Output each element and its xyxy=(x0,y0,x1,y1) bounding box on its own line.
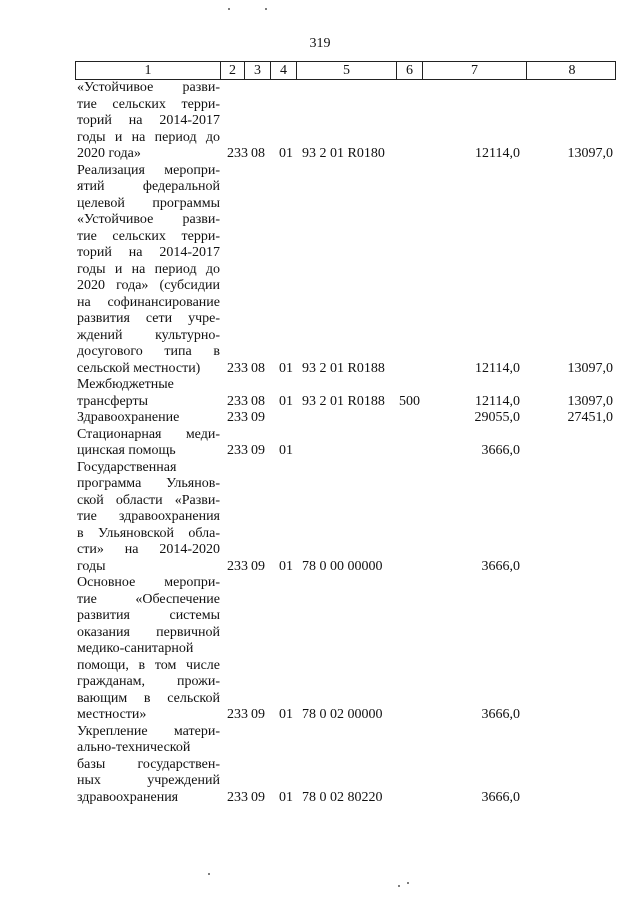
table-row xyxy=(0,410,640,427)
row-name-line: Стационарная меди- xyxy=(77,426,220,442)
row-name-line: целевой программы xyxy=(77,195,220,211)
header-col-2: 2 xyxy=(221,62,245,79)
table-row xyxy=(0,427,640,460)
header-col-4: 4 xyxy=(271,62,297,79)
row-name-line: Здравоохранение xyxy=(77,410,180,425)
table-row xyxy=(0,163,640,378)
header-col-1: 1 xyxy=(76,62,221,79)
row-name-line: «Устойчивое разви- xyxy=(77,80,220,95)
row-name xyxy=(77,460,220,576)
row-name xyxy=(77,575,220,724)
row-name-line: ятий федеральной xyxy=(77,179,220,194)
row-name-line: годы и на период до xyxy=(77,129,220,145)
row-name xyxy=(77,80,220,163)
cell-col-8: 13097,0 xyxy=(567,360,613,376)
cell-col-2: 233 xyxy=(227,410,248,425)
cell-col-4: 01 xyxy=(279,443,293,458)
row-name-line: программа Ульянов- xyxy=(77,476,220,491)
cell-col-4: 01 xyxy=(279,360,293,376)
cell-col-4: 01 xyxy=(279,558,293,574)
row-name-line: Межбюджетные xyxy=(77,377,174,392)
row-name-line: медико-санитарной xyxy=(77,641,194,656)
row-name-line: годы и на период до xyxy=(77,261,220,277)
header-col-6: 6 xyxy=(397,62,423,79)
row-name xyxy=(77,163,220,378)
row-name-line: на софинансирование xyxy=(77,294,220,310)
cell-col-4: 01 xyxy=(279,789,293,805)
row-name-line: здравоохранения xyxy=(77,789,179,805)
cell-col-8: 27451,0 xyxy=(567,410,613,425)
cell-col-2: 233 xyxy=(227,558,248,574)
row-name-line: торий на 2014-2017 xyxy=(77,245,220,260)
cell-col-2: 233 xyxy=(227,707,248,722)
table-row xyxy=(0,575,640,724)
cell-col-3: 09 xyxy=(251,410,265,425)
cell-col-3: 09 xyxy=(251,789,265,805)
cell-col-7: 29055,0 xyxy=(474,410,520,425)
row-name-line: 2020 года» xyxy=(77,146,141,161)
table-row xyxy=(0,724,640,807)
row-name-line: «Устойчивое разви- xyxy=(77,212,220,227)
table-row xyxy=(0,80,640,163)
cell-col-7: 12114,0 xyxy=(475,393,520,409)
table-header xyxy=(75,61,616,80)
row-name-line: ждений культурно- xyxy=(77,327,220,343)
row-name-line: 2020 года» (субсидии xyxy=(77,278,220,293)
cell-col-2: 233 xyxy=(227,789,248,805)
cell-col-3: 08 xyxy=(251,393,265,409)
row-name-line: тие здравоохранения xyxy=(77,509,220,524)
cell-col-4: 01 xyxy=(279,393,293,409)
scan-speck xyxy=(398,885,400,887)
row-name-line: сти» на 2014-2020 xyxy=(77,542,220,557)
row-name xyxy=(77,427,220,460)
row-name-line: Укрепление матери- xyxy=(77,723,220,739)
row-name-line: Государственная xyxy=(77,459,177,475)
scan-speck xyxy=(407,882,409,884)
table-row xyxy=(0,460,640,576)
header-col-8: 8 xyxy=(568,63,576,78)
row-name-line: Реализация меропри- xyxy=(77,162,220,178)
scan-speck xyxy=(208,873,210,875)
cell-col-5: 78 0 00 00000 xyxy=(302,558,383,574)
scan-speck xyxy=(265,8,267,10)
row-name-line: вающим в сельской xyxy=(77,690,220,706)
cell-col-3: 08 xyxy=(251,146,265,161)
header-col-3: 3 xyxy=(245,62,271,79)
cell-col-8: 13097,0 xyxy=(567,393,613,409)
cell-col-2: 233 xyxy=(227,443,248,458)
header-col-7: 7 xyxy=(423,62,527,79)
scan-speck xyxy=(228,8,230,10)
cell-col-5: 78 0 02 00000 xyxy=(302,707,383,722)
cell-col-7: 3666,0 xyxy=(481,558,520,574)
cell-col-2: 233 xyxy=(227,360,248,376)
row-name-line: развития сети учре- xyxy=(77,311,220,326)
cell-col-2: 233 xyxy=(227,146,248,161)
cell-col-6: 500 xyxy=(399,393,420,409)
cell-col-3: 09 xyxy=(251,707,265,722)
row-name-line: тие сельских терри- xyxy=(77,228,220,244)
row-name-line: местности» xyxy=(77,707,147,722)
row-name-line: тие «Обеспечение xyxy=(77,591,220,607)
row-name-line: годы xyxy=(77,558,106,574)
row-name-line: в Ульяновской обла- xyxy=(77,525,220,541)
row-name-line: гражданам, прожи- xyxy=(77,674,220,689)
row-name-line: Основное меропри- xyxy=(77,575,220,590)
cell-col-3: 09 xyxy=(251,558,265,574)
row-name-line: развития системы xyxy=(77,608,220,623)
cell-col-5: 93 2 01 R0188 xyxy=(302,360,385,376)
row-name-line: торий на 2014-2017 xyxy=(77,113,220,128)
cell-col-7: 3666,0 xyxy=(481,707,520,722)
cell-col-3: 08 xyxy=(251,360,265,376)
row-name-line: ных учреждений xyxy=(77,773,220,788)
row-name-line: помощи, в том числе xyxy=(77,657,220,673)
cell-col-7: 3666,0 xyxy=(481,789,520,805)
cell-col-8: 13097,0 xyxy=(567,146,613,161)
row-name-line: сельской местности) xyxy=(77,360,201,376)
cell-col-7: 12114,0 xyxy=(475,360,520,376)
row-name-line: базы государствен- xyxy=(77,756,220,772)
cell-col-5: 93 2 01 R0188 xyxy=(302,393,385,409)
cell-col-3: 09 xyxy=(251,443,265,458)
row-name-line: ально-технической xyxy=(77,740,191,755)
row-name-line: цинская помощь xyxy=(77,443,176,458)
cell-col-4: 01 xyxy=(279,707,293,722)
row-name-line: ской области «Разви- xyxy=(77,492,220,508)
cell-col-4: 01 xyxy=(279,146,293,161)
page-number: 319 xyxy=(309,36,331,51)
row-name-line: досугового типа в xyxy=(77,344,220,359)
header-col-5: 5 xyxy=(297,62,397,79)
cell-col-5: 93 2 01 R0180 xyxy=(302,146,385,161)
cell-col-7: 12114,0 xyxy=(475,146,520,161)
row-name-line: оказания первичной xyxy=(77,624,220,640)
cell-col-2: 233 xyxy=(227,393,248,409)
table-row xyxy=(0,377,640,410)
row-name xyxy=(77,724,220,807)
row-name-line: трансферты xyxy=(77,393,149,409)
cell-col-5: 78 0 02 80220 xyxy=(302,789,383,805)
row-name xyxy=(77,377,220,410)
row-name-line: тие сельских терри- xyxy=(77,96,220,112)
row-name xyxy=(77,410,220,427)
cell-col-7: 3666,0 xyxy=(481,443,520,458)
